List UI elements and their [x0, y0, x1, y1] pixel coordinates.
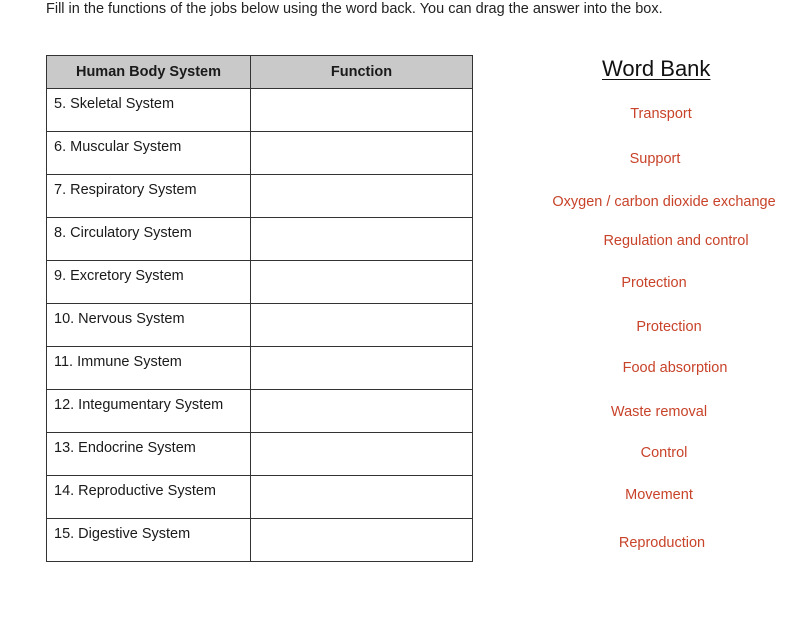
- word-bank-item-control[interactable]: Control: [640, 445, 688, 461]
- function-drop-box[interactable]: [251, 347, 473, 390]
- function-drop-box[interactable]: [251, 390, 473, 433]
- word-bank-item-oxygen-exchange[interactable]: Oxygen / carbon dioxide exchange: [552, 194, 776, 210]
- word-bank-item-support[interactable]: Support: [629, 151, 681, 167]
- function-drop-box[interactable]: [251, 132, 473, 175]
- system-cell: 10. Nervous System: [47, 304, 251, 347]
- function-drop-box[interactable]: [251, 476, 473, 519]
- systems-table-container: [46, 55, 473, 562]
- function-drop-box[interactable]: [251, 433, 473, 476]
- table-row: [47, 175, 473, 218]
- table-row: [47, 519, 473, 562]
- table-row: [47, 304, 473, 347]
- system-cell: 8. Circulatory System: [47, 218, 251, 261]
- instructions-text: Fill in the functions of the jobs below using the word back. You can drag the answer into the box.: [46, 1, 663, 17]
- table-row: [47, 433, 473, 476]
- word-bank-item-reproduction[interactable]: Reproduction: [618, 535, 706, 551]
- system-cell: 13. Endocrine System: [47, 433, 251, 476]
- system-cell: 5. Skeletal System: [47, 89, 251, 132]
- header-function: Function: [251, 56, 473, 89]
- table-row: [47, 261, 473, 304]
- system-cell: 12. Integumentary System: [47, 390, 251, 433]
- function-drop-box[interactable]: [251, 89, 473, 132]
- word-bank-item-movement[interactable]: Movement: [625, 487, 693, 503]
- word-bank-item-food-absorption[interactable]: Food absorption: [622, 360, 728, 376]
- function-drop-box[interactable]: [251, 519, 473, 562]
- word-bank-item-waste-removal[interactable]: Waste removal: [610, 404, 708, 420]
- system-cell: 7. Respiratory System: [47, 175, 251, 218]
- word-bank-item-protection-2[interactable]: Protection: [636, 319, 702, 335]
- function-drop-box[interactable]: [251, 175, 473, 218]
- table-row: [47, 218, 473, 261]
- system-cell: 11. Immune System: [47, 347, 251, 390]
- systems-table: [46, 55, 473, 562]
- table-row: [47, 476, 473, 519]
- table-row: [47, 390, 473, 433]
- function-drop-box[interactable]: [251, 218, 473, 261]
- table-row: [47, 89, 473, 132]
- function-drop-box[interactable]: [251, 261, 473, 304]
- system-cell: 14. Reproductive System: [47, 476, 251, 519]
- word-bank-item-transport[interactable]: Transport: [630, 106, 692, 122]
- word-bank-title: Word Bank: [602, 56, 711, 81]
- system-cell: 6. Muscular System: [47, 132, 251, 175]
- function-drop-box[interactable]: [251, 304, 473, 347]
- table-header-row: [47, 56, 473, 89]
- word-bank-item-protection-1[interactable]: Protection: [621, 275, 687, 291]
- table-row: [47, 347, 473, 390]
- table-row: [47, 132, 473, 175]
- word-bank-item-regulation-control[interactable]: Regulation and control: [603, 233, 749, 249]
- system-cell: 15. Digestive System: [47, 519, 251, 562]
- header-human-body-system: Human Body System: [47, 56, 251, 89]
- system-cell: 9. Excretory System: [47, 261, 251, 304]
